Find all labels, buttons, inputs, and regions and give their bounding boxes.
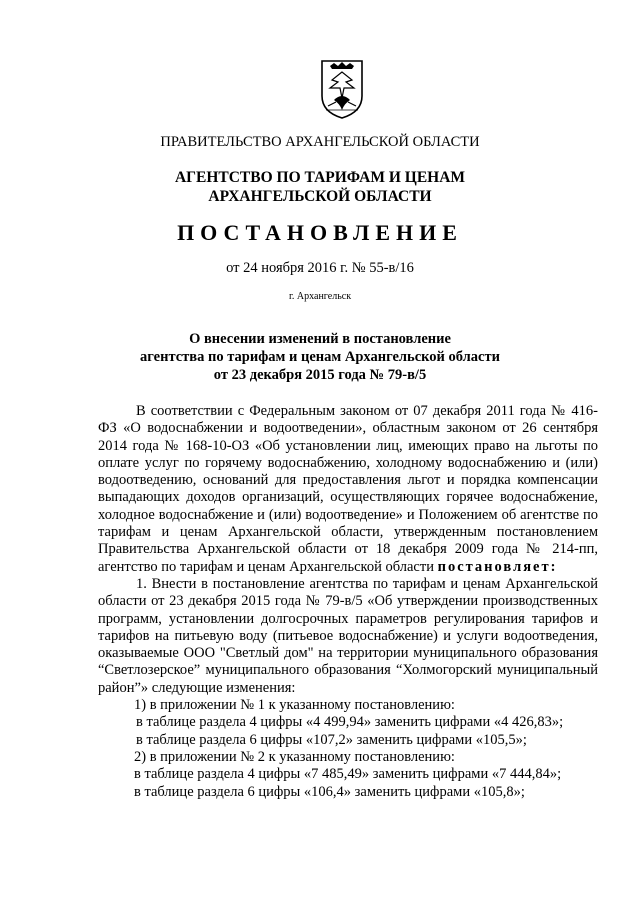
resolves-keyword: постановляет: [437,558,558,575]
document-subject [0,330,640,384]
coat-of-arms-icon [318,58,366,120]
subject-line-2: агентства по тарифам и ценам Архангельской области [140,349,500,365]
document-city: г. Архангельск [288,291,352,302]
agency-name [0,168,640,206]
preamble-paragraph [98,403,598,576]
sub-item-2-change-b: в таблице раздела 6 цифры «106,4» заменить цифрами «105,8»; [134,783,525,800]
sub-item-1-change-a: в таблице раздела 4 цифры «4 499,94» заменить цифрами «4 426,83»; [136,714,564,731]
document-date-number: от 24 ноября 2016 г. № 55-в/16 [226,260,414,276]
government-name: ПРАВИТЕЛЬСТВО АРХАНГЕЛЬСКОЙ ОБЛАСТИ [160,134,480,150]
item-1-paragraph: 1. Внести в постановление агентства по тарифам и ценам Архангельской области от 23 декабря 2015 года № 79-в/5 «Об утверждении производственных программ, установлении долгосрочных параметров регулирования тарифов и тарифов на питьевую воду (питьевое водоснабжение) и услуги водоотведения, оказываемые ООО "Светлый дом" на территории муниципального образования “Светлозерское” муниципального образования “Холмогорский муниципальный район”» следующие изменения: [98,575,598,696]
preamble-text: В соответствии с Федеральным законом от 07 декабря 2011 года № 416-ФЗ «О водоснабжении и водоотведении», областным законом от 26 сентября 2014 года № 168-10-ОЗ «Об установлении лиц, имеющих право на льготы по оплате услуг по горячему водоснабжению, холодному водоснабжению и (или) водоотведению, оснований для предоставления льгот и порядка компенсации выпадающих доходов организаций, осуществляющих горячее водоснабжение, холодное водоснабжение и (или) водоотведение» и Положением об агентстве по тарифам и ценам Архангельской области, утвержденным постановлением Правительства Архангельской области от 18 декабря 2009 года № 214-пп, агентство по тарифам и ценам Архангельской области [98,403,598,575]
subject-line-1: О внесении изменений в постановление [189,331,451,347]
agency-name-line-2: АРХАНГЕЛЬСКОЙ ОБЛАСТИ [208,188,432,205]
sub-item-1: 1) в приложении № 1 к указанному постановлению: [134,697,455,714]
subject-line-3: от 23 декабря 2015 года № 79-в/5 [213,367,427,383]
sub-item-2: 2) в приложении № 2 к указанному постановлению: [134,748,455,765]
document-type-title: ПОСТАНОВЛЕНИЕ [177,220,463,245]
sub-item-2-change-a: в таблице раздела 4 цифры «7 485,49» заменить цифрами «7 444,84»; [134,766,562,783]
document-body [98,403,598,801]
sub-item-1-change-b: в таблице раздела 6 цифры «107,2» заменить цифрами «105,5»; [136,731,527,748]
agency-name-line-1: АГЕНТСТВО ПО ТАРИФАМ И ЦЕНАМ [174,169,466,186]
